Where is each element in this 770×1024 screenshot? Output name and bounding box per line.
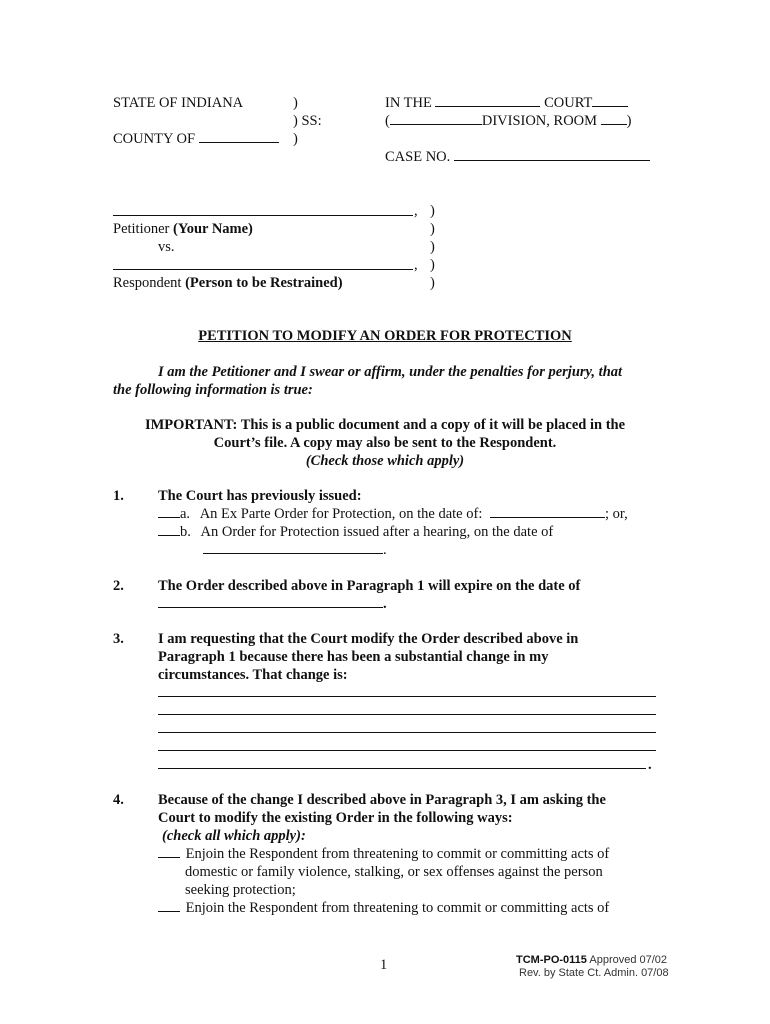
in-the-label: IN THE — [385, 95, 432, 111]
page-number: 1 — [380, 957, 388, 973]
p2-date-row: . — [158, 595, 387, 613]
change-line[interactable] — [158, 768, 646, 769]
petitioner-name-blank[interactable] — [113, 215, 413, 216]
respondent-label: Respondent — [113, 275, 182, 291]
p4-line-1: Because of the change I described above in Paragraph 3, I am asking the — [158, 792, 606, 808]
p1-a-checkbox[interactable] — [158, 505, 180, 518]
case-number-row — [385, 148, 650, 166]
county-row — [113, 130, 279, 148]
petitioner-label: Petitioner — [113, 221, 170, 237]
p1-b-date-blank[interactable] — [203, 541, 383, 554]
county-label: COUNTY OF — [113, 131, 196, 147]
division-row: ( DIVISION, ROOM ) — [385, 113, 632, 129]
important-line-1: IMPORTANT: This is a public document and a copy of it will be placed in the — [144, 417, 626, 433]
p1-option-b: b. An Order for Protection issued after a hearing, on the date of — [158, 523, 553, 541]
revision-note: Rev. by State Ct. Admin. 07/08 — [519, 967, 669, 979]
p2-text: The Order described above in Paragraph 1 will expire on the date of — [158, 578, 581, 594]
p3-line-2: Paragraph 1 because there has been a substantial change in my — [158, 649, 549, 665]
p3-line-3: circumstances. That change is: — [158, 667, 348, 683]
court-row — [385, 94, 628, 112]
state-label: STATE OF INDIANA — [113, 95, 244, 111]
case-number-blank[interactable] — [454, 148, 650, 161]
change-line[interactable] — [158, 696, 656, 697]
p1-a-date-blank[interactable] — [490, 505, 605, 518]
p4-opt1-checkbox[interactable] — [158, 845, 180, 858]
division-room-label: DIVISION, ROOM — [481, 113, 598, 129]
form-code: TCM-PO-0115 — [516, 954, 587, 966]
caption-paren: ) — [293, 95, 298, 111]
oath-line-2: the following information is true: — [113, 382, 313, 398]
change-line[interactable] — [158, 714, 656, 715]
item-number: 1. — [113, 488, 124, 504]
item-number: 2. — [113, 578, 124, 594]
p2-expiry-date-blank[interactable] — [158, 595, 383, 608]
important-line-2: Court’s file. A copy may also be sent to the Respondent. — [213, 435, 557, 451]
item-number: 4. — [113, 792, 124, 808]
division-blank[interactable] — [390, 112, 482, 125]
vs-label: vs. — [158, 239, 175, 255]
parties-paren: ) — [430, 203, 435, 219]
room-blank[interactable] — [601, 112, 627, 125]
p1-heading: The Court has previously issued: — [158, 488, 362, 504]
ss-label: ) SS: — [293, 113, 322, 129]
p4-option-2: Enjoin the Respondent from threatening to commit or committing acts of — [158, 899, 609, 917]
respondent-name-blank[interactable] — [113, 269, 413, 270]
change-line[interactable] — [158, 732, 656, 733]
document-title: PETITION TO MODIFY AN ORDER FOR PROTECTION — [198, 328, 572, 344]
important-line-3: (Check those which apply) — [305, 453, 465, 469]
form-code-row — [516, 954, 667, 967]
petitioner-hint: (Your Name) — [173, 221, 253, 237]
change-line[interactable] — [158, 750, 656, 751]
p4-opt2-checkbox[interactable] — [158, 899, 180, 912]
p1-b-date-row: . — [203, 541, 387, 559]
respondent-row — [113, 274, 343, 292]
document-page: STATE OF INDIANA ) ) SS: COUNTY OF ) IN THE COURT ( DIVISION, ROOM ) CASE NO. , ) Petitioner (Your Name) ) vs. ) , ) Respondent (Person to be Restrained) ) PETITION TO MODIFY AN ORDER FOR PROTECTION I am the Petitioner and I swear or affirm, under the penalties for perjury, that the following information is true: IMPORTANT: This is a public document and a copy of it will be placed in the Court’s file. A copy may also be sent to the Respondent. (Check those which apply) 1. The Court has previously issued: a. An Ex Parte Order for Protection, on the date of: ; or, b. An Order for Protection issued after a hearing, on the date of . 2. The Order described above in Paragraph 1 will expire on the date of . 3. I am requesting that the Court modify the Order described above in Paragraph 1 because there has been a substantial change in my circumstances. That change is: . 4. Because of the change I described above in Paragraph 3, I am asking the Court to modify the existing Order in the following ways: (check all which apply): Enjoin the Respondent from threatening to commit or committing acts of domestic or family violence, stalking, or sex offenses against the person seeking protection; Enjoin the Respondent from threatening to commit or committing acts of 1 TCM-PO-0115 Approved 07/02 Rev. by State Ct. Admin. 07/08 — [0, 0, 770, 1024]
county-blank[interactable] — [199, 130, 279, 143]
approved-date: Approved 07/02 — [589, 954, 668, 966]
p1-b-checkbox[interactable] — [158, 523, 180, 536]
case-no-label: CASE NO. — [385, 149, 451, 165]
p3-line-1: I am requesting that the Court modify the Order described above in — [158, 631, 579, 647]
petitioner-row — [113, 220, 253, 238]
p1-option-a: a. An Ex Parte Order for Protection, on the date of: ; or, — [158, 505, 628, 523]
caption-paren: ) — [293, 131, 298, 147]
respondent-hint: (Person to be Restrained) — [185, 275, 343, 291]
oath-line-1: I am the Petitioner and I swear or affirm, under the penalties for perjury, that — [158, 364, 623, 380]
p4-line-3: (check all which apply): — [162, 828, 306, 844]
court-number-blank[interactable] — [592, 94, 628, 107]
p4-line-2: Court to modify the existing Order in the following ways: — [158, 810, 513, 826]
p4-option-1: Enjoin the Respondent from threatening to commit or committing acts of — [158, 845, 609, 863]
court-name-blank[interactable] — [435, 94, 540, 107]
court-label: COURT — [544, 95, 593, 111]
item-number: 3. — [113, 631, 124, 647]
